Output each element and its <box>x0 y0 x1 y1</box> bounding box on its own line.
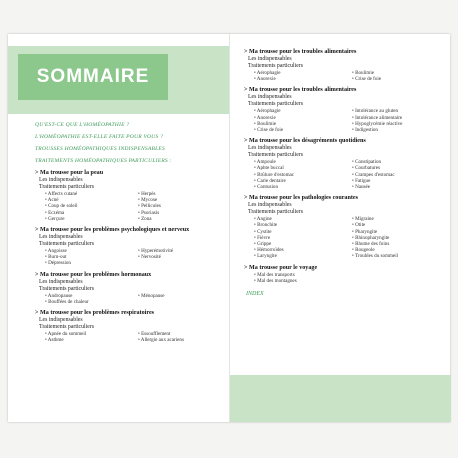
kit-item[interactable]: • Pellicules <box>138 203 225 209</box>
kit-item[interactable]: • Migraine <box>352 216 444 222</box>
kit-subheading[interactable]: Les indispensables <box>248 145 292 152</box>
kit-item[interactable]: • Ménopause <box>138 293 225 299</box>
kit-item[interactable]: • Mal des montagnes <box>254 278 444 284</box>
kit-item-list <box>35 331 225 343</box>
kit-item[interactable]: • Dépression <box>45 260 132 266</box>
kit-subheading[interactable]: Traitements particuliers <box>39 285 95 292</box>
kit-subheading[interactable]: Traitements particuliers <box>248 101 304 108</box>
kit-item[interactable]: • Boulimie <box>352 70 444 76</box>
kit-section <box>244 138 444 190</box>
kit-item-list <box>35 248 225 267</box>
kit-title[interactable]: > Ma trousse pour les troubles alimentaires <box>244 87 357 94</box>
kit-item[interactable]: • Allergie aux acariens <box>138 337 225 343</box>
page-title: SOMMAIRE <box>36 66 150 87</box>
kit-item[interactable]: • Fièvre <box>254 235 346 241</box>
kit-subheading[interactable]: Les indispensables <box>39 278 83 285</box>
kit-item[interactable]: • Fatigue <box>352 178 444 184</box>
kit-item[interactable]: • Gerçure <box>45 216 132 222</box>
kit-subheading[interactable]: Les indispensables <box>39 317 83 324</box>
kit-section <box>244 49 444 82</box>
kit-item[interactable]: • Otite <box>352 222 444 228</box>
right-column <box>244 44 444 297</box>
kit-item[interactable]: • Crise de foie <box>254 127 346 133</box>
kit-item[interactable]: • Angine <box>254 216 346 222</box>
kit-title[interactable]: > Ma trousse pour le voyage <box>244 264 318 271</box>
book-spread <box>8 34 450 422</box>
kit-subheading[interactable]: Les indispensables <box>39 234 83 241</box>
kit-item[interactable]: • Ampoule <box>254 159 346 165</box>
intro-link-treatments[interactable]: TRAITEMENTS HOMÉOPATHIQUES PARTICULIERS : <box>35 158 172 164</box>
kit-item[interactable]: • Eczéma <box>45 210 132 216</box>
kit-section <box>244 265 444 284</box>
kit-item[interactable]: • Cystite <box>254 229 346 235</box>
kit-item[interactable]: • Hypoglycémie réactive <box>352 121 444 127</box>
kit-subheading[interactable]: Traitements particuliers <box>248 209 304 216</box>
kit-item[interactable]: • Anorexie <box>254 76 346 82</box>
left-sections <box>35 170 225 343</box>
kit-section <box>35 227 225 267</box>
kit-item[interactable]: • Nervosité <box>138 254 225 260</box>
kit-item[interactable]: • Essoufflement <box>138 331 225 337</box>
kit-section <box>35 310 225 343</box>
kit-subheading[interactable]: Les indispensables <box>39 177 83 183</box>
kit-item[interactable]: • Coup de soleil <box>45 203 132 209</box>
kit-item[interactable]: • Nausée <box>352 184 444 190</box>
kit-item[interactable]: • Rhume des foins <box>352 241 444 247</box>
kit-item-list <box>244 159 444 190</box>
kit-item[interactable]: • Aphte buccal <box>254 165 346 171</box>
left-page <box>8 34 229 422</box>
kit-title[interactable]: > Ma trousse pour les désagréments quotidiens <box>244 138 366 145</box>
right-sections <box>244 49 444 284</box>
title-band <box>8 46 229 114</box>
kit-item-list <box>35 191 225 222</box>
kit-item[interactable]: • Hémorroïdes <box>254 247 346 253</box>
kit-title[interactable]: > Ma trousse pour les problèmes psychologiques et nerveux <box>35 227 190 234</box>
kit-item[interactable]: • Zona <box>138 216 225 222</box>
kit-item[interactable]: • Mycose <box>138 197 225 203</box>
kit-item[interactable]: • Boulimie <box>254 121 346 127</box>
kit-subheading[interactable]: Les indispensables <box>248 56 292 62</box>
kit-item[interactable]: • Courbatures <box>352 165 444 171</box>
kit-item[interactable]: • Brûlure d'estomac <box>254 172 346 178</box>
footer-band <box>230 375 451 422</box>
kit-title[interactable]: > Ma trousse pour les troubles alimentaires <box>244 49 357 55</box>
kit-item[interactable]: • Crise de foie <box>352 76 444 82</box>
kit-item-list <box>244 108 444 133</box>
kit-title[interactable]: > Ma trousse pour la peau <box>35 170 104 176</box>
kit-title[interactable]: > Ma trousse pour les pathologies courantes <box>244 195 358 202</box>
kit-item[interactable]: • Anorexie <box>254 115 346 121</box>
kit-item[interactable]: • Contusion <box>254 184 346 190</box>
kit-subheading[interactable]: Les indispensables <box>248 94 292 101</box>
kit-item[interactable]: • Intolérance au gluten <box>352 108 444 114</box>
kit-item[interactable]: • Acné <box>45 197 132 203</box>
kit-item[interactable]: • Herpès <box>138 191 225 197</box>
kit-item-list <box>244 216 444 259</box>
kit-section <box>244 195 444 259</box>
kit-item-list <box>244 272 444 284</box>
kit-item[interactable]: • Crampes d'estomac <box>352 172 444 178</box>
kit-item[interactable]: • Psoriasis <box>138 210 225 216</box>
intro-link-kits[interactable]: TROUSSES HOMÉOPATHIQUES INDISPENSABLES <box>35 146 166 152</box>
kit-item[interactable]: • Bronchite <box>254 222 346 228</box>
kit-subheading[interactable]: Traitements particuliers <box>39 184 95 190</box>
kit-item[interactable]: • Laryngite <box>254 253 346 259</box>
kit-item[interactable]: • Aérophagie <box>254 70 346 76</box>
kit-item[interactable]: • Carie dentaire <box>254 178 346 184</box>
right-page <box>229 34 451 422</box>
index-link[interactable]: INDEX <box>246 291 264 298</box>
kit-title[interactable]: > Ma trousse pour les problèmes respiratoires <box>35 310 155 317</box>
kit-section <box>35 272 225 305</box>
kit-item[interactable]: • Pharyngite <box>352 229 444 235</box>
intro-link-what-is[interactable]: QU'EST-CE QUE L'HOMÉOPATHIE ? <box>35 122 130 128</box>
intro-link-for-you[interactable]: L'HOMÉOPATHIE EST-ELLE FAITE POUR VOUS ? <box>35 134 163 140</box>
kit-section <box>35 170 225 222</box>
kit-item[interactable]: • Affects cutané <box>45 191 132 197</box>
kit-item[interactable]: • Indigestion <box>352 127 444 133</box>
kit-item[interactable]: • Andropause <box>45 293 132 299</box>
kit-item[interactable]: • Grippe <box>254 241 346 247</box>
kit-item[interactable]: • Rougeole <box>352 247 444 253</box>
kit-item[interactable]: • Asthme <box>45 337 132 343</box>
kit-item[interactable]: • Mal des transports <box>254 272 444 278</box>
kit-item[interactable]: • Troubles du sommeil <box>352 253 444 259</box>
kit-title[interactable]: > Ma trousse pour les problèmes hormonaux <box>35 271 152 278</box>
kit-item[interactable]: • Hyperémotivité <box>138 248 225 254</box>
kit-item-list <box>244 70 444 82</box>
kit-item[interactable]: • Bouffées de chaleur <box>45 299 132 305</box>
kit-item[interactable]: • Constipation <box>352 159 444 165</box>
kit-item[interactable]: • Angoisse <box>45 248 132 254</box>
kit-subheading[interactable]: Traitements particuliers <box>39 241 95 248</box>
kit-item[interactable]: • Aérophagie <box>254 108 346 114</box>
kit-item[interactable]: • Intolérance alimentaire <box>352 115 444 121</box>
kit-subheading[interactable]: Les indispensables <box>248 202 292 209</box>
kit-item[interactable]: • Rhinopharyngite <box>352 235 444 241</box>
kit-subheading[interactable]: Traitements particuliers <box>248 152 304 159</box>
kit-item-list <box>35 293 225 305</box>
kit-subheading[interactable]: Traitements particuliers <box>39 324 95 331</box>
kit-subheading[interactable]: Traitements particuliers <box>248 63 304 69</box>
kit-item[interactable]: • Apnée du sommeil <box>45 331 132 337</box>
kit-item[interactable]: • Burn-out <box>45 254 132 260</box>
left-column <box>35 122 225 344</box>
title-box <box>18 54 168 100</box>
kit-section <box>244 87 444 133</box>
